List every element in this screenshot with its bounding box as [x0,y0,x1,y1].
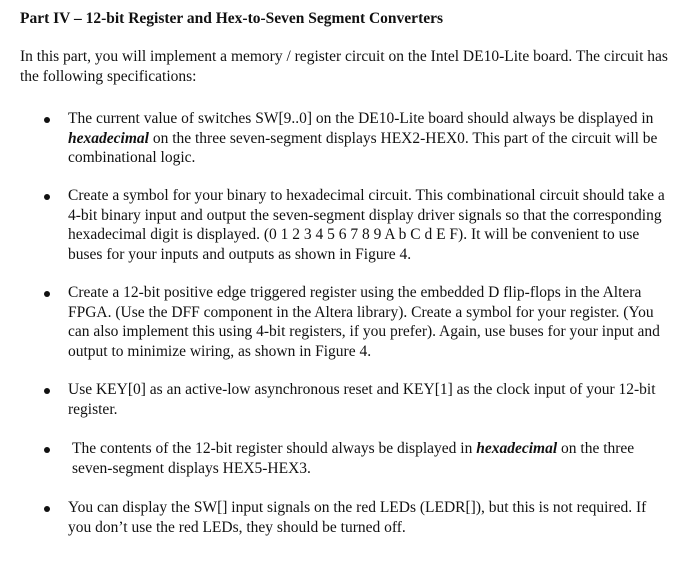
list-item-text-part: The contents of the 12-bit register should always be displayed in [72,440,477,457]
list-item-text-part: The current value of switches SW[9..0] on the DE10-Lite board should always be displayed in [68,110,654,127]
list-item-text-part: Create a symbol for your binary to hexadecimal circuit. This combinational circuit should take a 4-bit binary input and output the seven-segment display driver signals so that the corresponding hexadecimal digit is displayed. (0 1 2 3 4 5 6 7 8 9 A b C d E F). It will be convenient to use buses for your inputs and outputs as shown in Figure 4. [68,187,665,263]
bullet-dot [44,291,50,297]
bullet-dot [44,194,50,200]
list-item-text [68,186,668,264]
bullet-dot [44,447,50,453]
intro-paragraph: In this part, you will implement a memory / register circuit on the Intel DE10-Lite board. The circuit has the following specifications: [20,48,668,85]
emphasis-text: hexadecimal [476,440,558,457]
list-item-text [68,380,668,419]
bullet-dot [44,388,50,394]
bullet-dot [44,506,50,512]
list-item-text [68,109,668,168]
list-item-text-part: on the three seven-segment displays HEX5-HEX3. [72,440,635,477]
emphasis-text: hexadecimal [68,129,149,147]
section-title: Part IV – 12-bit Register and Hex-to-Seven Segment Converters [20,10,444,27]
list-item-text-part: Create a 12-bit positive edge triggered register using the embedded D flip-flops in the Altera FPGA. (Use the DFF component in the Altera library). Create a symbol for your register. (You can also implement this using 4-bit registers, if you prefer). Again, use buses for your input and output to minimize wiring, as shown in Figure 4. [68,284,660,360]
list-item-text-part: You can display the SW[] input signals on the red LEDs (LEDR[]), but this is not required. If you don’t use the red LEDs, they should be turned off. [68,499,647,536]
list-item-text [72,439,672,478]
list-item-text-part: Use KEY[0] as an active-low asynchronous reset and KEY[1] as the clock input of your 12-bit register. [68,381,656,418]
list-item-text [68,498,668,537]
list-item-text-part: on the three seven-segment displays HEX2-HEX0. This part of the circuit will be combinational logic. [68,129,658,166]
bullet-dot [44,117,50,123]
list-item-text [68,283,668,361]
